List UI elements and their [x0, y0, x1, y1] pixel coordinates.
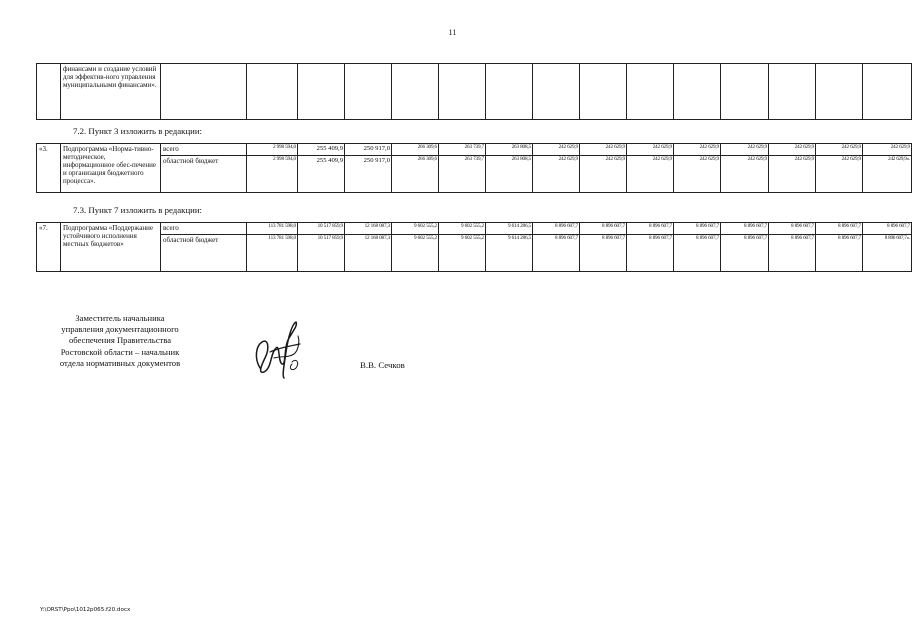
value-cell: [816, 64, 863, 120]
value-cell: 242 629,9: [580, 144, 627, 156]
number-cell: «3.: [37, 144, 61, 193]
value-cell: 10 517 859,9: [298, 235, 345, 272]
value-cell: 266 309,6: [392, 156, 439, 193]
position-line: Заместитель начальника: [75, 313, 165, 323]
value-cell: 242 629,9: [816, 156, 863, 193]
position-line: отдела нормативных документов: [59, 357, 181, 368]
value-cell: 12 168 087,3: [345, 223, 392, 235]
value-cell: 242 629,9: [816, 144, 863, 156]
value-cell: 12 168 087,3: [345, 235, 392, 272]
value-cell: 242 629,9: [533, 156, 580, 193]
value-cell: [863, 64, 912, 120]
value-cell: 8 896 607,7: [721, 235, 769, 272]
source-cell: областной бюджет: [161, 156, 247, 193]
table-row: [37, 223, 912, 235]
page-number: 11: [448, 28, 457, 37]
value-cell: [533, 64, 580, 120]
value-cell: 266 309,6: [392, 144, 439, 156]
table-fragment-continuation: [36, 63, 912, 120]
value-cell: 8 896 607,7: [533, 235, 580, 272]
value-cell: 8 896 607,7: [674, 223, 721, 235]
program-name-cell: Подпрограмма «Поддержание устойчивого исполнения местных бюджетов»: [61, 223, 161, 272]
value-cell: [486, 64, 533, 120]
value-cell: 242 629,9: [721, 156, 769, 193]
value-cell: [392, 64, 439, 120]
value-cell: 242 629,9: [580, 156, 627, 193]
value-cell: 8 896 607,7: [627, 223, 674, 235]
value-cell: 8 896 607,7: [533, 223, 580, 235]
table-subprogram-7: [36, 222, 912, 272]
value-cell: 10 517 859,9: [298, 223, 345, 235]
program-name-cell: Подпрограмма «Норма-тивно-методическое, информационное обес-печение и организация бюджетного процесса».: [61, 144, 161, 193]
value-cell: [769, 64, 816, 120]
section-heading-7-2: 7.2. Пункт 3 изложить в редакции:: [73, 126, 203, 136]
value-cell: 263 808,5: [486, 156, 533, 193]
table-subprogram-3: [36, 143, 912, 193]
value-cell: 2 998 594,0: [247, 156, 298, 193]
value-cell: 113 781 598,0: [247, 235, 298, 272]
program-name-cell: финансами и создание условий для эффектив-ного управления муниципальными финансами».: [61, 64, 161, 120]
value-cell: [627, 64, 674, 120]
value-cell: 113 781 598,0: [247, 223, 298, 235]
value-cell: 8 896 607,7».: [863, 235, 912, 272]
value-cell: [674, 64, 721, 120]
section-heading-7-3: 7.3. Пункт 7 изложить в редакции:: [73, 205, 203, 215]
value-cell: 242 629,9: [674, 156, 721, 193]
value-cell: 8 896 607,7: [816, 235, 863, 272]
table-row: [37, 156, 912, 193]
signatory-name: В.В. Сечков: [360, 360, 405, 370]
position-line: управления документационного: [61, 324, 179, 335]
value-cell: 242 629,9: [674, 144, 721, 156]
value-cell: 8 896 607,7: [721, 223, 769, 235]
value-cell: 8 896 607,7: [816, 223, 863, 235]
file-path-footer: Y:\ORST\Ppo\1012p065.f20.docx: [40, 607, 131, 613]
number-cell: [37, 64, 61, 120]
value-cell: 8 896 607,7: [863, 223, 912, 235]
value-cell: 242 629,9: [627, 156, 674, 193]
table-row: [37, 235, 912, 272]
value-cell: 8 896 607,7: [580, 235, 627, 272]
value-cell: 263 739,7: [439, 144, 486, 156]
value-cell: [580, 64, 627, 120]
value-cell: 9 614 286,5: [486, 223, 533, 235]
value-cell: 242 629,9».: [863, 156, 912, 193]
value-cell: [439, 64, 486, 120]
value-cell: 8 896 607,7: [580, 223, 627, 235]
value-cell: 263 808,5: [486, 144, 533, 156]
position-line: Ростовской области – начальник: [60, 346, 180, 357]
value-cell: 250 917,0: [345, 144, 392, 156]
value-cell: 242 629,9: [627, 144, 674, 156]
position-line: обеспечения Правительства: [68, 335, 172, 346]
value-cell: [298, 64, 345, 120]
source-cell: всего: [161, 144, 247, 156]
table-row: [37, 64, 912, 120]
value-cell: 2 998 594,0: [247, 144, 298, 156]
value-cell: 9 602 555,2: [439, 235, 486, 272]
value-cell: 255 409,9: [298, 144, 345, 156]
value-cell: 8 896 607,7: [769, 235, 816, 272]
source-cell: [161, 64, 247, 120]
value-cell: 242 629,9: [863, 144, 912, 156]
value-cell: 9 602 555,2: [439, 223, 486, 235]
value-cell: 242 629,9: [769, 156, 816, 193]
handwritten-signature: [248, 318, 308, 380]
value-cell: 8 896 607,7: [674, 235, 721, 272]
value-cell: 9 602 555,2: [392, 223, 439, 235]
source-cell: областной бюджет: [161, 235, 247, 272]
value-cell: [345, 64, 392, 120]
value-cell: [247, 64, 298, 120]
value-cell: [721, 64, 769, 120]
value-cell: 9 614 286,5: [486, 235, 533, 272]
value-cell: 8 896 607,7: [627, 235, 674, 272]
table-row: [37, 144, 912, 156]
value-cell: 242 629,9: [769, 144, 816, 156]
value-cell: 242 629,9: [533, 144, 580, 156]
value-cell: 8 896 607,7: [769, 223, 816, 235]
value-cell: 255 409,9: [298, 156, 345, 193]
source-cell: всего: [161, 223, 247, 235]
signatory-position: [30, 313, 210, 369]
value-cell: 263 739,7: [439, 156, 486, 193]
number-cell: «7.: [37, 223, 61, 272]
value-cell: 9 602 555,2: [392, 235, 439, 272]
value-cell: 242 629,9: [721, 144, 769, 156]
value-cell: 250 917,0: [345, 156, 392, 193]
